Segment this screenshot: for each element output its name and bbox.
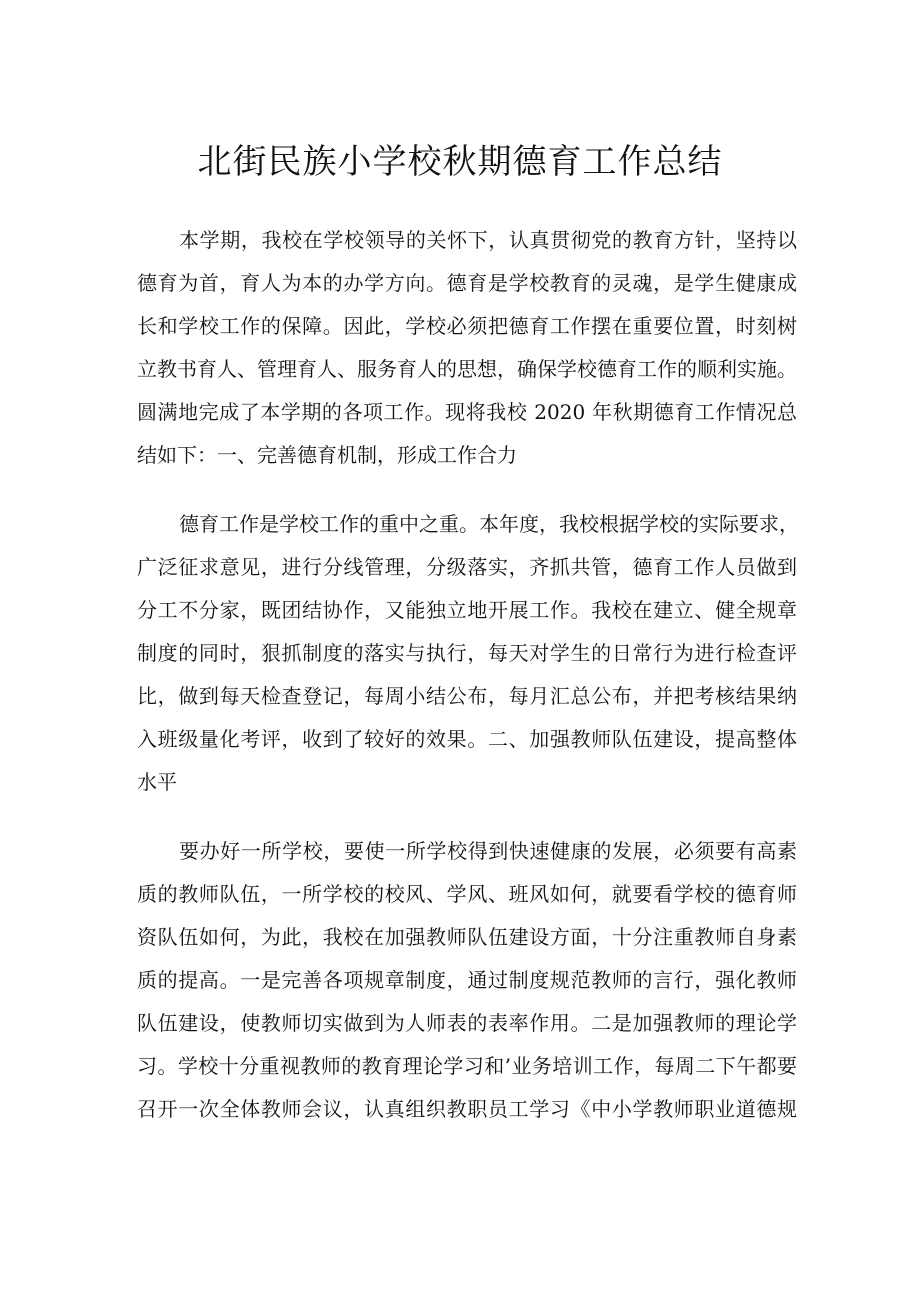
paragraph-line: 立教书育人、管理育人、服务育人的思想，确保学校德育工作的顺利实施。 [137,357,797,381]
paragraph-line: 德育为首，育人为本的办学方向。德育是学校教育的灵魂，是学生健康成 [137,271,797,295]
paragraph-line: 长和学校工作的保障。因此，学校必须把德育工作摆在重要位置，时刻树 [137,314,797,338]
paragraph-line: 水平 [137,770,177,794]
document-title: 北街民族小学校秋期德育工作总结 [197,142,723,182]
paragraph-line: 入班级量化考评，收到了较好的效果。二、加强教师队伍建设，提高整体 [137,727,797,751]
paragraph-line: 习。学校十分重视教师的教育理论学习和’业务培训工作，每周二下午都要 [137,1054,797,1078]
paragraph-line: 要办好一所学校，要使一所学校得到快速健康的发展，必须要有高素 [179,839,797,863]
paragraph-line: 质的提高。一是完善各项规章制度，通过制度规范教师的言行，强化教师 [137,968,797,992]
paragraph-line: 德育工作是学校工作的重中之重。本年度，我校根据学校的实际要求， [179,512,799,536]
paragraph-line: 圆满地完成了本学期的各项工作。现将我校 2020 年秋期德育工作情况总 [137,400,797,424]
paragraph-line: 结如下：一、完善德育机制，形成工作合力 [137,443,517,467]
paragraph-line: 召开一次全体教师会议，认真组织教职员工学习《中小学教师职业道德规 [137,1097,797,1121]
paragraph-line: 本学期，我校在学校领导的关怀下，认真贯彻党的教育方针，坚持以 [179,228,797,252]
paragraph-line: 质的教师队伍，一所学校的校风、学风、班风如何，就要看学校的德育师 [137,882,797,906]
paragraph-line: 队伍建设，使教师切实做到为人师表的表率作用。二是加强教师的理论学 [137,1011,797,1035]
paragraph-line: 制度的同时，狠抓制度的落实与执行，每天对学生的日常行为进行检查评 [137,641,797,665]
paragraph-line: 资队伍如何，为此，我校在加强教师队伍建设方面，十分注重教师自身素 [137,925,797,949]
paragraph-line: 广泛征求意见，进行分线管理，分级落实，齐抓共管，德育工作人员做到 [137,555,797,579]
paragraph-line: 比，做到每天检查登记，每周小结公布，每月汇总公布，并把考核结果纳 [137,684,797,708]
paragraph-line: 分工不分家，既团结协作，又能独立地开展工作。我校在建立、健全规章 [137,598,797,622]
